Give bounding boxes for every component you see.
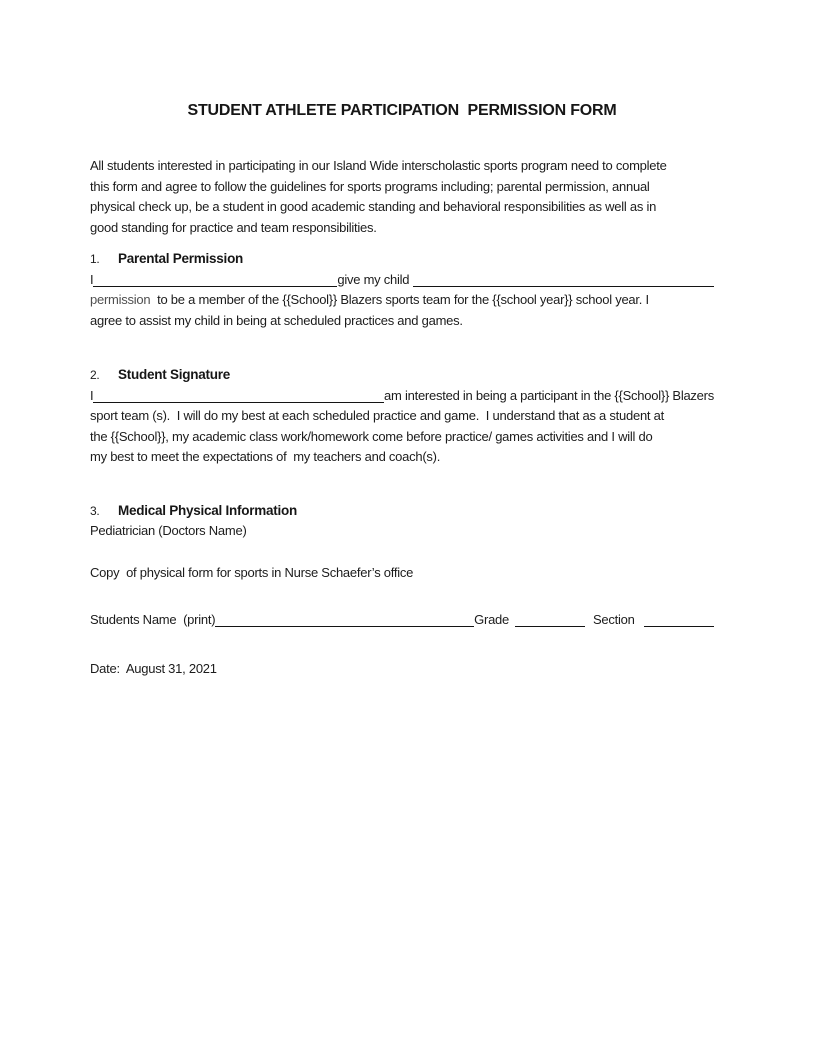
paragraph-line: my best to meet the expectations of my teachers and coach(s). [90, 449, 441, 464]
signature-fill-rest: am interested in being a participant in the {{School}} Blazers [384, 387, 714, 403]
grade-label: Grade [474, 612, 510, 627]
date-text: Date: August 31, 2021 [90, 660, 217, 676]
intro-line: good standing for practice and team responsibilities. [90, 219, 377, 235]
pediatrician-label: Pediatrician (Doctors Name) [90, 523, 247, 538]
permission-word: permission [90, 292, 151, 307]
intro-paragraph [90, 156, 714, 238]
signature-fill-prefix: I [90, 387, 94, 403]
paragraph-line: the {{School}}, my academic class work/homework come before practice/ games activities and I will do [90, 428, 653, 444]
paragraph-line [90, 290, 714, 311]
section-3-heading [90, 501, 714, 522]
student-signature-paragraph [90, 386, 714, 468]
section-blank[interactable] [644, 626, 714, 627]
students-name-line [90, 610, 714, 631]
section-3-number: 3. [90, 503, 100, 518]
section-1-heading [90, 249, 714, 270]
intro-line: this form and agree to follow the guidelines for sports programs including; parental permission, annual [90, 178, 650, 194]
child-name-blank[interactable] [413, 286, 714, 287]
parent-name-blank[interactable] [93, 286, 337, 287]
paragraph-line: sport team (s). I will do my best at each scheduled practice and game. I understand that as a student at [90, 408, 664, 423]
section-2-number: 2. [90, 368, 100, 382]
intro-line: physical check up, be a student in good academic standing and behavioral responsibilities as well as in [90, 199, 657, 214]
parental-permission-paragraph [90, 270, 714, 332]
student-name-blank[interactable] [93, 402, 384, 403]
section-1-number: 1. [90, 252, 100, 266]
form-title: STUDENT ATHLETE PARTICIPATION PERMISSION FORM [187, 102, 617, 119]
parental-fill-line [90, 270, 714, 291]
physical-copy-note: Copy of physical form for sports in Nurse Schaefer’s office [90, 564, 414, 580]
paragraph-line: agree to assist my child in being at scheduled practices and games. [90, 312, 463, 328]
students-name-label: Students Name (print) [90, 612, 216, 627]
section-3-title: Medical Physical Information [118, 502, 298, 518]
section-label: Section [593, 612, 638, 627]
students-name-blank[interactable] [215, 626, 474, 627]
grade-blank[interactable] [515, 626, 585, 627]
section-2-title: Student Signature [118, 367, 231, 382]
signature-fill-line [90, 386, 714, 407]
section-2-heading [90, 365, 714, 386]
parental-fill-mid: give my child [337, 271, 413, 287]
parental-fill-prefix: I [90, 271, 94, 287]
paragraph-line-text: to be a member of the {{School}} Blazers sports team for the {{school year}} school year. I [150, 292, 649, 307]
section-1-title: Parental Permission [118, 251, 244, 266]
intro-line: All students interested in participating in our Island Wide interscholastic sports program need to complete [90, 158, 667, 173]
